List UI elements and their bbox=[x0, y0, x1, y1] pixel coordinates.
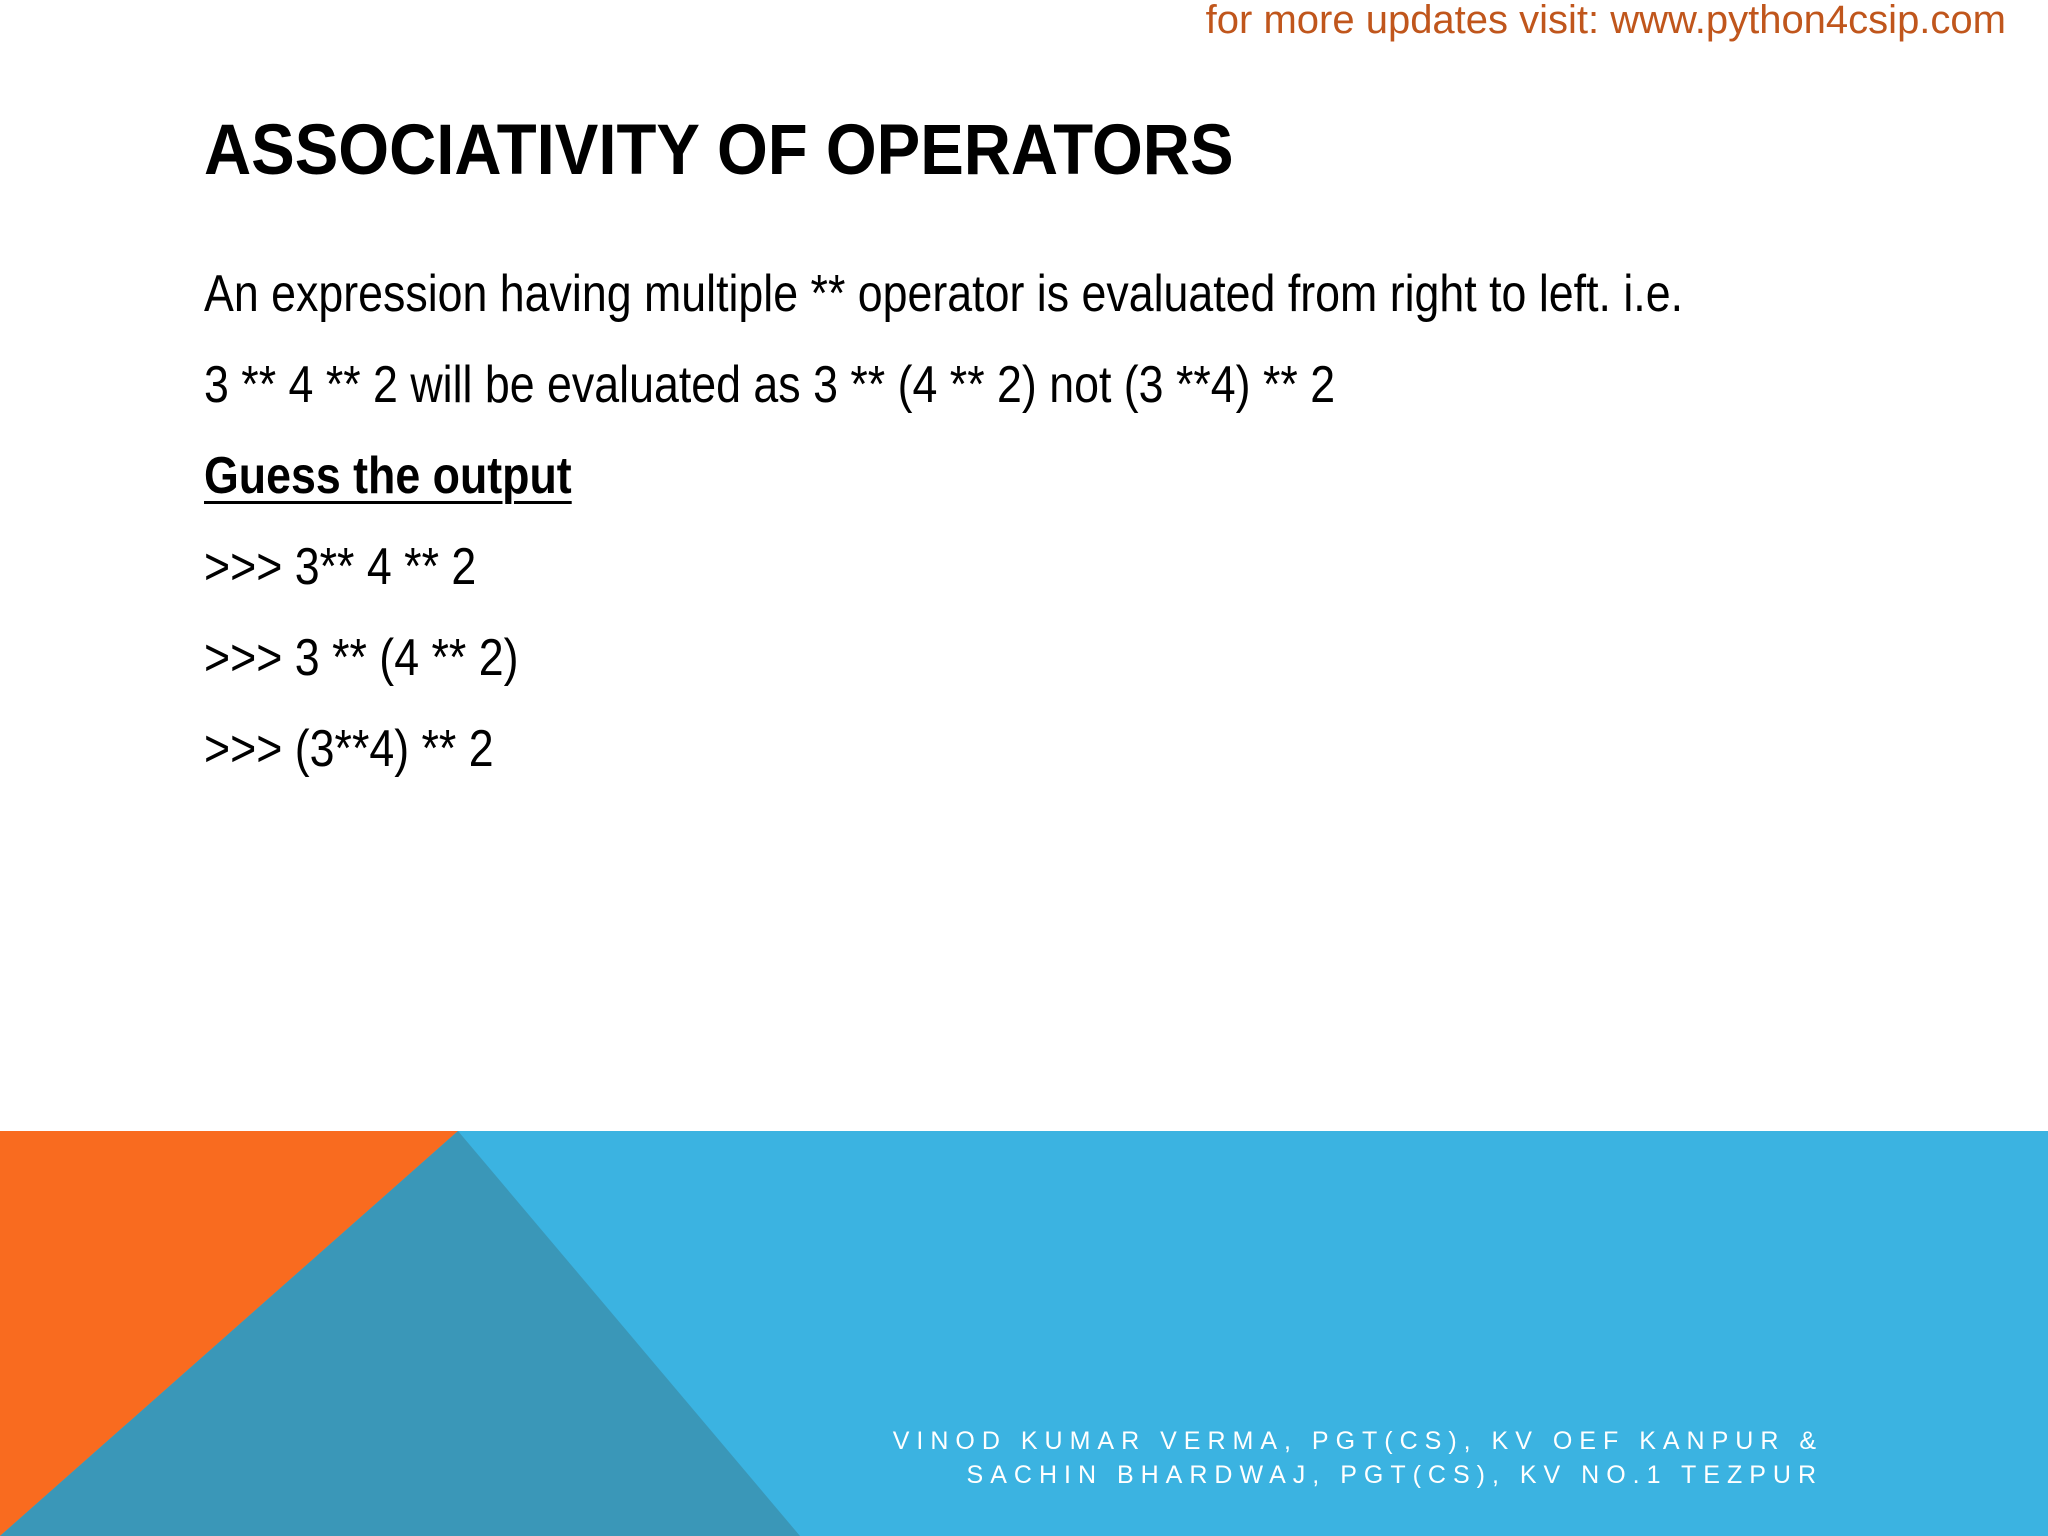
credit-line-2: SACHIN BHARDWAJ, PGT(CS), KV NO.1 TEZPUR bbox=[966, 1461, 1823, 1489]
body-line-explanation: An expression having multiple ** operator is evaluated from right to left. i.e. bbox=[204, 265, 1684, 323]
code-line-1: >>> 3** 4 ** 2 bbox=[204, 538, 477, 596]
website-link[interactable]: for more updates visit: www.python4csip.com bbox=[1205, 0, 2006, 42]
author-credits bbox=[893, 1424, 1823, 1492]
code-line-3: >>> (3**4) ** 2 bbox=[204, 720, 494, 778]
guess-output-heading: Guess the output bbox=[204, 447, 572, 505]
slide-title: ASSOCIATIVITY OF OPERATORS bbox=[204, 111, 1234, 190]
code-line-2: >>> 3 ** (4 ** 2) bbox=[204, 629, 519, 687]
body-line-example: 3 ** 4 ** 2 will be evaluated as 3 ** (4 ** 2) not (3 **4) ** 2 bbox=[204, 356, 1336, 414]
credit-line-1: VINOD KUMAR VERMA, PGT(CS), KV OEF KANPUR & bbox=[892, 1427, 1823, 1455]
